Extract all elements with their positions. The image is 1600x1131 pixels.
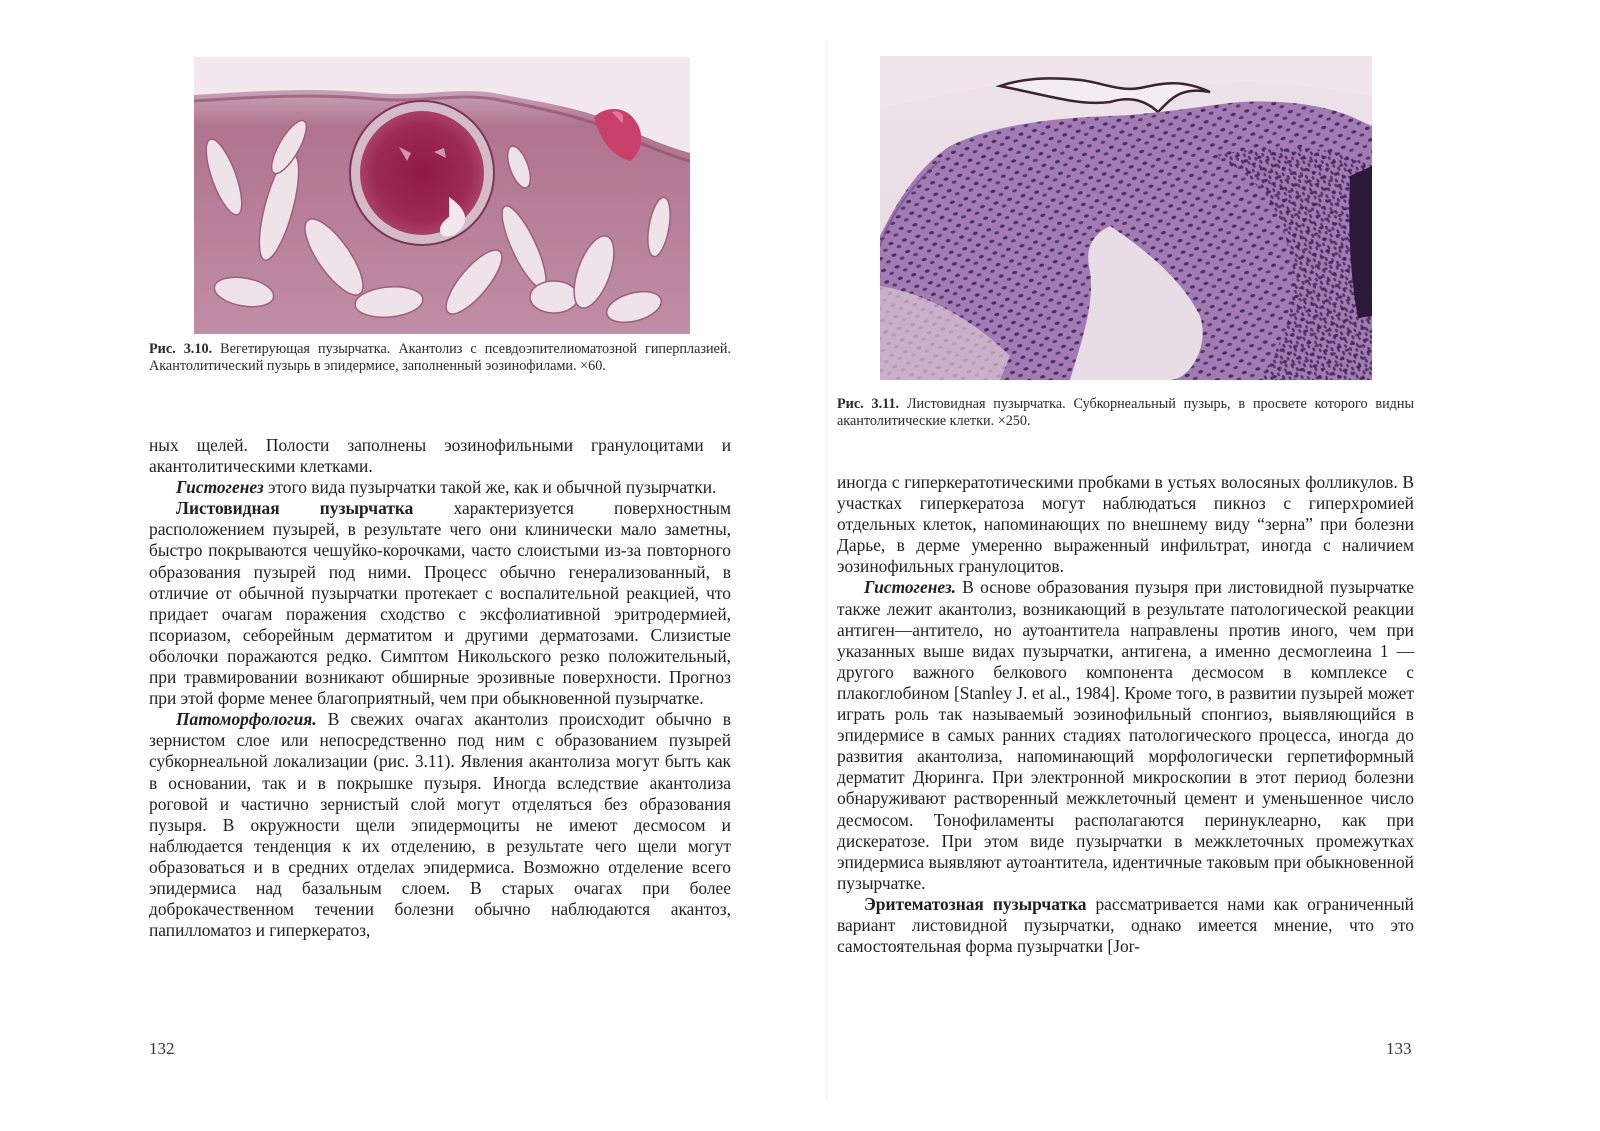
right-body-text — [837, 472, 1414, 957]
figure-3-10-caption — [149, 341, 731, 375]
paragraph: иногда с гиперкератотическими пробками в устьях волосяных фолликулов. В участках гиперкератоза могут наблюдаться пикноз с гиперхромией отдельных клеток, напоминающих по внешнему виду “зерна” при болезни Дарье, в дерме умеренно выраженный инфильтрат, иногда с наличием эозинофильных гранулоцитов. — [837, 472, 1414, 577]
page-number: 132 — [149, 1039, 175, 1058]
figure-3-11-caption — [837, 396, 1414, 430]
paragraph: Листовидная пузырчатка характеризуется поверхностным расположением пузырей, в результате чего они клинически мало заметны, быстро покрываются чешуйко-корочками, часто слоистыми из-за повторного образования пузырей под ними. Процесс обычно генерализованный, в отличие от обычной пузырчатки протекает с воспалительной реакцией, что придает очагам поражения сходство с эксфолиативной эритродермией, псориазом, себорейным дерматитом и другими дерматозами. Слизистые оболочки поражаются редко. Симптом Никольского резко положительный, при травмировании возникают обширные эрозивные поверхности. Прогноз при этой форме менее благоприятный, чем при обыкновенной пузырчатке. — [149, 498, 731, 709]
paragraph: Патоморфология. В свежих очагах акантолиз происходит обычно в зернистом слое или непосредственно под ним с образованием пузырей субкорнеальной локализации (рис. 3.11). Явления акантолиза могут быть как в основании, так и в покрышке пузыря. Иногда вследствие акантолиза роговой и частично зернистый слой могут отделяться без образования пузыря. В окружности щели эпидермоциты не имеют десмосом и наблюдается тенденция к их отделению, в результате чего щели могут образоваться и в средних отделах эпидермиса. Возможно отделение всего эпидермиса над базальным слоем. В старых очагах при более доброкачественном течении болезни обычно наблюдаются акантоз, папилломатоз и гиперкератоз, — [149, 709, 731, 941]
left-body-text — [149, 435, 731, 941]
figure-3-11-micrograph — [880, 56, 1372, 380]
caption-label: Рис. 3.11. — [837, 396, 900, 412]
page-number: 133 — [1386, 1039, 1412, 1058]
caption-text: Листовидная пузырчатка. Субкорнеальный пузырь, в просвете которого видны акантолитические клетки. ×250. — [837, 396, 1415, 429]
paragraph: Гистогенез этого вида пузырчатки такой же, как и обычной пузырчатки. — [176, 477, 717, 498]
caption-label: Рис. 3.10. — [149, 341, 213, 357]
caption-text: Вегетирующая пузырчатка. Акантолиз с псевдоэпителиоматозной гиперплазией. Акантолитический пузырь в эпидермисе, заполненный эозинофилами. ×60. — [149, 341, 732, 374]
paragraph: Эритематозная пузырчатка рассматривается нами как ограниченный вариант листовидной пузырчатки, однако имеется мнение, что это самостоятельная форма пузырчатки [Jor- — [837, 893, 1414, 957]
paragraph: ных щелей. Полости заполнены эозинофильными гранулоцитами и акантолитическими клетками. — [149, 435, 731, 477]
right-page — [800, 0, 1600, 1131]
paragraph: Гистогенез. В основе образования пузыря при листовидной пузырчатке также лежит акантолиз, возникающий в результате патологической реакции антиген—антитело, но аутоантитела направлены против иного, чем при указанных выше видах пузырчатки, антигена, а именно десмоглеина 1 — другого важного белкового компонента десмосом в комплексе с плакоглобином [Stanley J. et al., 1984]. Кроме того, в развитии пузырей может играть роль так называемый эозинофильный спонгиоз, выявляющийся в эпидермисе в самых ранних стадиях патологического процесса, иногда до развития акантолиза, напоминающий морфологически герпетиформный дерматит Дюринга. При электронной микроскопии в этот период болезни обнаруживают растворенный межклеточный цемент и уменьшенное число десмосом. Тонофиламенты располагаются перинуклеарно, как при дискератозе. При этом виде пузырчатки в межклеточных промежутках эпидермиса выявляют аутоантитела, идентичные таковым при обыкновенной пузырчатке. — [837, 577, 1414, 893]
figure-3-10-micrograph — [194, 57, 690, 334]
